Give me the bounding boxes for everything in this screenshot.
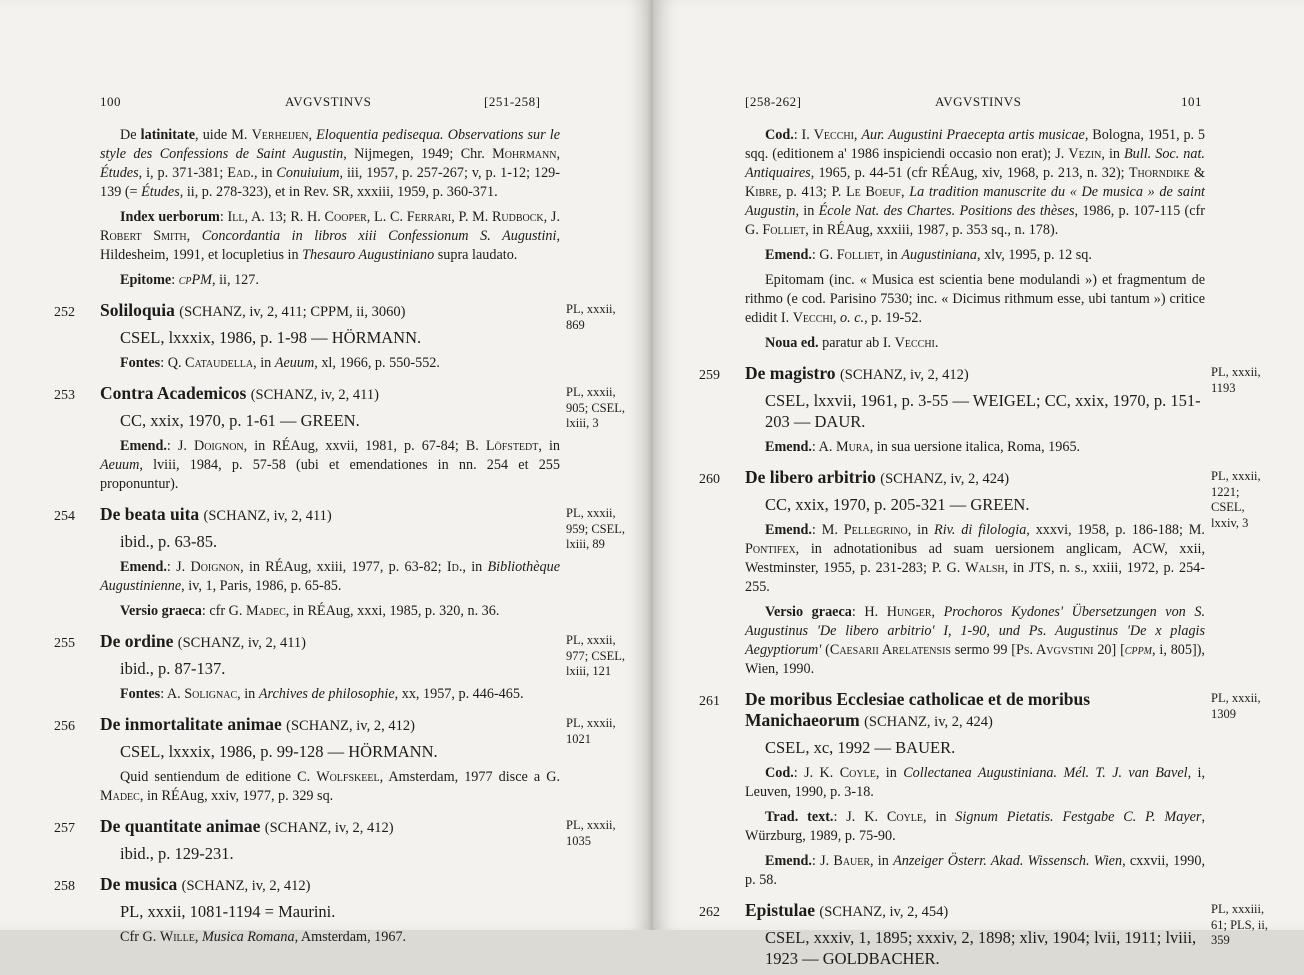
entry-title: De beata uita (SCHANZ, iv, 2, 411)	[100, 504, 332, 524]
margin-reference: PL, xxxii, 977; CSEL, lxiii, 121	[566, 633, 626, 678]
intro-paragraph: Emend.: G. Folliet, in Augustiniana, xlv, 1995, p. 12 sq.	[765, 247, 1092, 263]
entry-note: Emend.: J. Doignon, in RÉAug, xxvii, 1981, p. 67-84; B. Löfstedt, in Aeuum, lviii, 1984, p. 57-58 (ubi et emendationes in nn. 254 et 255 proponuntur).	[100, 438, 560, 492]
entry-reference: (SCHANZ, iv, 2, 412)	[264, 820, 394, 836]
intro-paragraph: Epitome: cpPM, ii, 127.	[120, 272, 259, 288]
entry-title: Contra Academicos (SCHANZ, iv, 2, 411)	[100, 383, 379, 403]
page-number: 101	[1181, 94, 1202, 109]
right-page	[653, 0, 1304, 968]
entry-number: 259	[699, 368, 720, 383]
margin-reference: PL, xxxii, 869	[566, 302, 616, 332]
running-title: AVGVSTINVS	[935, 94, 1022, 109]
entry-note: Cod.: J. K. Coyle, in Collectanea Augustiniana. Mél. T. J. van Bavel, i, Leuven, 1990, p. 3-18.	[745, 765, 1205, 800]
intro-paragraph: Noua ed. paratur ab I. Vecchi.	[765, 335, 939, 351]
entry-259	[699, 363, 1261, 457]
entry-252	[54, 300, 616, 373]
entry-title: De inmortalitate animae (SCHANZ, iv, 2, 412)	[100, 714, 415, 734]
entry-253	[54, 383, 626, 494]
left-page	[0, 0, 651, 945]
entry-note: Fontes: Q. Cataudella, in Aeuum, xl, 1966, p. 550-552.	[120, 355, 440, 371]
entry-reference: (SCHANZ, iv, 2, 411)	[177, 635, 306, 651]
entry-title: Soliloquia (SCHANZ, iv, 2, 411; CPPM, ii, 3060)	[100, 300, 406, 320]
right-page-body	[699, 126, 1268, 975]
entry-note: Fontes: A. Solignac, in Archives de philosophie, xx, 1957, p. 446-465.	[120, 686, 524, 702]
page-number: 100	[100, 94, 121, 109]
entry-reference: (SCHANZ, iv, 2, 424)	[880, 471, 1010, 487]
intro-paragraph: Index uerborum: Ill, A. 13; R. H. Cooper, L. C. Ferrari, P. M. Rudbock, J. Robert Smith, Concordantia in libros xiii Confessionum S. Augustini, Hildesheim, 1991, et locupletius in Thesauro Augustiniano supra laudato.	[100, 209, 560, 263]
entry-note: Versio graeca: cfr G. Madec, in RÉAug, xxxi, 1985, p. 320, n. 36.	[120, 603, 500, 619]
entry-edition: CSEL, xxxiv, 1, 1895; xxxiv, 2, 1898; xliv, 1904; lvii, 1911; lviii, 1923 — GOLDBACHER.	[765, 928, 1197, 968]
entry-title: Epistulae (SCHANZ, iv, 2, 454)	[745, 900, 949, 920]
entry-edition: CC, xxix, 1970, p. 205-321 — GREEN.	[765, 495, 1030, 514]
entry-edition: PL, xxxii, 1081-1194 = Maurini.	[120, 902, 336, 921]
entry-edition: CC, xxix, 1970, p. 1-61 — GREEN.	[120, 411, 360, 430]
entry-title: De magistro (SCHANZ, iv, 2, 412)	[745, 363, 969, 383]
entry-title: De quantitate animae (SCHANZ, iv, 2, 412)	[100, 816, 394, 836]
entry-number: 261	[699, 694, 720, 709]
entry-note: Emend.: J. Doignon, in RÉAug, xxiii, 1977, p. 63-82; Id., in Bibliothèque Augustinienne, iv, 1, Paris, 1986, p. 65-85.	[100, 559, 560, 594]
entry-reference: (SCHANZ, iv, 2, 412)	[181, 878, 311, 894]
entry-number: 253	[54, 388, 75, 403]
entry-edition: CSEL, lxxxix, 1986, p. 1-98 — HÖRMANN.	[120, 328, 422, 347]
entry-reference: (SCHANZ, iv, 2, 411)	[203, 508, 332, 524]
margin-reference: PL, xxxii, 1021	[566, 716, 616, 746]
entry-number: 258	[54, 879, 75, 894]
intro-paragraph: Cod.: I. Vecchi, Aur. Augustini Praecepta artis musicae, Bologna, 1951, p. 5 sqq. (editionem a' 1986 inspiciendi occasio non erat); J. Vezin, in Bull. Soc. nat. Antiquaires, 1965, p. 44-51 (cfr RÉAug, xiv, 1968, p. 213, n. 32); Thorndike & Kibre, p. 413; P. Le Boeuf, La tradition manuscrite du « De musica » de saint Augustin, in École Nat. des Chartes. Positions des thèses, 1986, p. 107-115 (cfr G. Folliet, in RÉAug, xxxiii, 1987, p. 353 sq., n. 178).	[745, 127, 1206, 238]
entry-edition: ibid., p. 129-231.	[120, 844, 234, 863]
entry-260	[699, 467, 1261, 679]
entry-258	[54, 874, 560, 947]
margin-reference: PL, xxxii, 1309	[1211, 691, 1261, 721]
entry-262	[699, 900, 1268, 969]
left-page-body	[54, 126, 626, 953]
running-title: AVGVSTINVS	[285, 94, 372, 109]
entry-note: Emend.: J. Bauer, in Anzeiger Österr. Akad. Wissensch. Wien, cxxvii, 1990, p. 58.	[745, 853, 1205, 888]
margin-reference: PL, xxxii, 1193	[1211, 365, 1261, 395]
intro-paragraph: Epitomam (inc. « Musica est scientia bene modulandi ») et fragmentum de rithmo (e cod. Parisino 7530; inc. « Dicimus rithmum esse, ubi tantum ») critice edidit I. Vecchi, o. c., p. 19-52.	[745, 272, 1205, 326]
entry-number: 256	[54, 719, 75, 734]
entry-note: Trad. text.: J. K. Coyle, in Signum Pietatis. Festgabe C. P. Mayer, Würzburg, 1989, p. 75-90.	[745, 809, 1205, 844]
margin-reference: PL, xxxii, 1035	[566, 818, 616, 848]
page-range: [251-258]	[484, 94, 541, 109]
entry-reference: (SCHANZ, iv, 2, 411; CPPM, ii, 3060)	[179, 304, 406, 320]
entry-note: Quid sentiendum de editione C. Wolfskeel, Amsterdam, 1977 disce a G. Madec, in RÉAug, xxiv, 1977, p. 329 sq.	[100, 769, 561, 804]
intro-paragraph: De latinitate, uide M. Verheijen, Eloquentia pedisequa. Observations sur le style des Confessions de Saint Augustin, Nijmegen, 1949; Chr. Mohrmann, Études, i, p. 371-381; Ead., in Conuiuium, iii, 1957, p. 257-267; v, p. 1-12; 129-139 (= Études, ii, p. 278-323), et in Rev. SR, xxxiii, 1959, p. 360-371.	[100, 127, 561, 200]
entry-number: 255	[54, 636, 75, 651]
entry-256	[54, 714, 616, 806]
entry-title: De moribus Ecclesiae catholicae et de moribus Manichaeorum (SCHANZ, iv, 2, 424)	[745, 689, 1091, 730]
entry-number: 262	[699, 905, 720, 920]
entry-number: 260	[699, 472, 720, 487]
entry-reference: (SCHANZ, iv, 2, 454)	[819, 904, 949, 920]
entry-261	[699, 689, 1261, 890]
page-range: [258-262]	[745, 94, 802, 109]
entry-255	[54, 631, 626, 704]
entry-reference: (SCHANZ, iv, 2, 412)	[839, 367, 969, 383]
entry-title: De libero arbitrio (SCHANZ, iv, 2, 424)	[745, 467, 1010, 487]
entry-reference: (SCHANZ, iv, 2, 412)	[286, 718, 415, 734]
margin-reference: PL, xxxii, 1221; CSEL, lxxiv, 3	[1211, 469, 1261, 530]
entry-reference: (SCHANZ, iv, 2, 411)	[250, 387, 379, 403]
entry-257	[54, 816, 616, 864]
entry-number: 254	[54, 509, 75, 524]
margin-reference: PL, xxxii, 905; CSEL, lxiii, 3	[566, 385, 626, 430]
entry-number: 257	[54, 821, 75, 836]
entry-edition: ibid., p. 63-85.	[120, 532, 218, 551]
entry-note: Cfr G. Wille, Musica Romana, Amsterdam, 1967.	[120, 929, 407, 945]
margin-reference: PL, xxxii, 959; CSEL, lxiii, 89	[566, 506, 626, 551]
entry-edition: CSEL, xc, 1992 — BAUER.	[765, 738, 956, 757]
entry-title: De ordine (SCHANZ, iv, 2, 411)	[100, 631, 306, 651]
entry-note: Versio graeca: H. Hunger, Prochoros Kydones' Übersetzungen von S. Augustinus 'De libero arbitrio' I, 1-90, und Ps. Augustinus 'De x plagis Aegyptiorum' (Caesarii Arelatensis sermo 99 [Ps. Avgvstini 20] [cppm, i, 805]), Wien, 1990.	[745, 604, 1205, 677]
entry-note: Emend.: M. Pellegrino, in Riv. di filologia, xxxvi, 1958, p. 186-188; M. Pontifex, in adnotationibus ad suam uersionem anglicam, ACW, xxii, Westminster, 1955, p. 231-283; P. G. Walsh, in JTS, n. s., xxiii, 1972, p. 254-255.	[745, 522, 1205, 595]
entry-number: 252	[54, 305, 75, 320]
entry-edition: CSEL, lxxvii, 1961, p. 3-55 — WEIGEL; CC, xxix, 1970, p. 151-203 — DAUR.	[765, 391, 1201, 431]
entry-title: De musica (SCHANZ, iv, 2, 412)	[100, 874, 311, 894]
margin-reference: PL, xxxiii, 61; PLS, ii, 359	[1211, 902, 1268, 947]
entry-reference: (SCHANZ, iv, 2, 424)	[864, 714, 993, 730]
entry-edition: ibid., p. 87-137.	[120, 659, 226, 678]
entry-254	[54, 504, 626, 621]
entry-note: Emend.: A. Mura, in sua uersione italica, Roma, 1965.	[765, 439, 1081, 455]
entry-edition: CSEL, lxxxix, 1986, p. 99-128 — HÖRMANN.	[120, 742, 438, 761]
